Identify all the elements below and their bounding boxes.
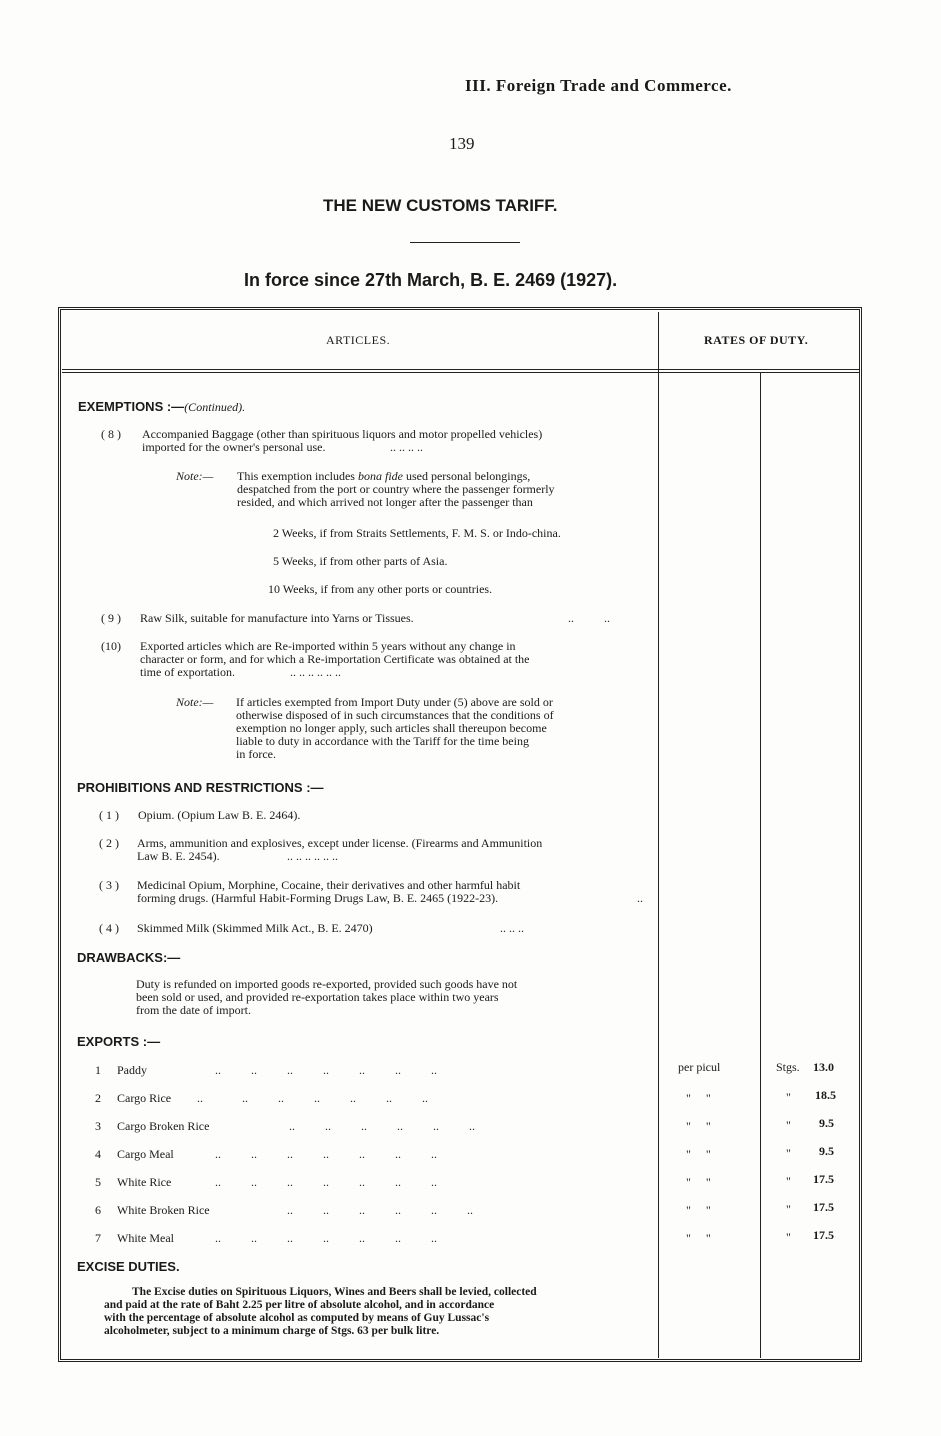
export-unit: " " [686,1091,711,1105]
export-unit: " " [686,1231,711,1245]
prohibition-4-number: ( 4 ) [99,921,119,935]
export-name: White Broken Rice [117,1203,210,1217]
note-2-label: Note:— [176,695,214,709]
export-row [95,1063,655,1077]
header-rule [62,369,859,370]
export-unit: " " [686,1203,711,1217]
export-row [95,1091,655,1105]
export-num: 5 [95,1175,101,1189]
item-8-number: ( 8 ) [101,427,121,441]
export-row [95,1203,655,1217]
prohibition-3-number: ( 3 ) [99,878,119,892]
item-9-leaders: .. .. [568,611,610,625]
export-name: Cargo Rice [117,1091,172,1105]
export-name: White Rice [117,1175,172,1189]
export-currency: Stgs. [776,1060,800,1074]
export-num: 6 [95,1203,101,1217]
export-rate: 17.5 [813,1200,834,1214]
export-currency: " [786,1146,791,1160]
period-10-weeks: 10 Weeks, if from any other ports or countries. [268,582,493,596]
export-row [95,1119,655,1133]
item-10-text: Exported articles which are Re-imported within 5 years without any change in character or form, and for which a Re-importation Certificate was obtained at the time of exportation. .. .. .. .. .. .. [140,639,530,679]
period-5-weeks: 5 Weeks, if from other parts of Asia. [273,554,448,568]
item-10-number: (10) [101,639,121,653]
column-header-articles: ARTICLES. [326,333,391,347]
export-currency: " [786,1118,791,1132]
export-rate: 13.0 [813,1060,834,1074]
export-unit: " " [686,1119,711,1133]
prohibition-4-text: Skimmed Milk (Skimmed Milk Act., B. E. 2470) [137,921,373,935]
note-2-text: If articles exempted from Import Duty under (5) above are sold or otherwise disposed of in such circumstances that the conditions of exemption no longer apply, such articles shall thereupon become liable to duty in accordance with the Tariff for the time being in force. [236,695,554,761]
export-unit: " " [686,1175,711,1189]
export-leaders: .. .. .. .. .. .. .. [215,1231,437,1245]
export-leaders: .. .. .. .. .. .. [289,1119,475,1133]
prohibitions-heading: PROHIBITIONS AND RESTRICTIONS :— [77,780,324,795]
excise-heading: EXCISE DUTIES. [77,1259,180,1274]
period-2-weeks: 2 Weeks, if from Straits Settlements, F. M. S. or Indo-china. [273,526,561,540]
export-leaders: .. .. .. .. .. .. .. [215,1147,437,1161]
item-9-number: ( 9 ) [101,611,121,625]
export-leaders: .. .. .. .. .. .. .. [215,1063,437,1077]
export-leaders: .. .. .. .. .. .. .. [215,1175,437,1189]
item-9-text: Raw Silk, suitable for manufacture into Yarns or Tissues. [140,611,414,625]
excise-text: The Excise duties on Spirituous Liquors, Wines and Beers shall be levied, collected and paid at the rate of Baht 2.25 per litre of absolute alcohol, and in accordance with the percentage of absolute alcohol as computed by means of Guy Lussac's alcoholmeter, subject to a minimum charge of Stgs. 63 per bulk litre. [104,1286,537,1337]
export-rate: 18.5 [815,1088,836,1102]
export-unit: per picul [678,1060,721,1074]
prohibition-1-text: Opium. (Opium Law B. E. 2464). [138,808,301,822]
export-row [95,1231,655,1245]
export-rate: 17.5 [813,1228,834,1242]
page-subtitle: In force since 27th March, B. E. 2469 (1927). [244,270,618,290]
note-1-text: This exemption includes bona fide used personal belongings, despatched from the port or country where the passenger formerly resided, and which arrived not longer after the passenger than [237,469,555,509]
export-leaders: .. .. .. .. .. .. .. [197,1091,428,1105]
title-rule [410,242,520,243]
export-num: 4 [95,1147,101,1161]
page-number: 139 [449,134,475,153]
export-num: 3 [95,1119,101,1133]
export-row [95,1175,655,1189]
exemptions-heading: EXEMPTIONS :—(Continued). [78,399,246,414]
page-title: THE NEW CUSTOMS TARIFF. [323,196,558,215]
export-name: Paddy [117,1063,147,1077]
export-num: 1 [95,1063,101,1077]
export-num: 7 [95,1231,101,1245]
export-rate: 9.5 [819,1144,834,1158]
export-currency: " [786,1202,791,1216]
export-currency: " [786,1174,791,1188]
export-currency: " [786,1230,791,1244]
export-rate: 9.5 [819,1116,834,1130]
export-currency: " [786,1090,791,1104]
export-name: Cargo Meal [117,1147,174,1161]
drawbacks-text: Duty is refunded on imported goods re-exported, provided such goods have not been sold or used, and provided re-exportation takes place within two years from the date of import. [136,977,518,1017]
export-unit: " " [686,1147,711,1161]
drawbacks-heading: DRAWBACKS:— [77,950,181,965]
export-rate: 17.5 [813,1172,834,1186]
header-rule-2 [62,372,859,373]
export-leaders: .. .. .. .. .. .. [287,1203,473,1217]
rates-subcolumn-divider [760,372,761,1358]
section-heading: III. Foreign Trade and Commerce. [465,76,732,95]
export-name: Cargo Broken Rice [117,1119,210,1133]
export-name: White Meal [117,1231,174,1245]
export-num: 2 [95,1091,101,1105]
prohibition-2-number: ( 2 ) [99,836,119,850]
prohibition-3-text: Medicinal Opium, Morphine, Cocaine, their derivatives and other harmful habit forming drugs. (Harmful Habit-Forming Drugs Law, B. E. 2465 (1922-23). .. [137,878,643,905]
column-header-rates: RATES OF DUTY. [704,333,809,347]
rates-column-divider [658,312,659,1358]
prohibition-1-number: ( 1 ) [99,808,119,822]
exports-heading: EXPORTS :— [77,1034,161,1049]
prohibition-2-text: Arms, ammunition and explosives, except under license. (Firearms and Ammunition Law B. E. 2454). .. .. .. .. .. .. [137,836,543,863]
export-row [95,1147,655,1161]
prohibition-4-leaders: .. .. .. [500,921,524,935]
item-8-text: Accompanied Baggage (other than spirituous liquors and motor propelled vehicles) imported for the owner's personal use. .. .. .. .. [142,427,543,454]
note-1-label: Note:— [176,469,214,483]
